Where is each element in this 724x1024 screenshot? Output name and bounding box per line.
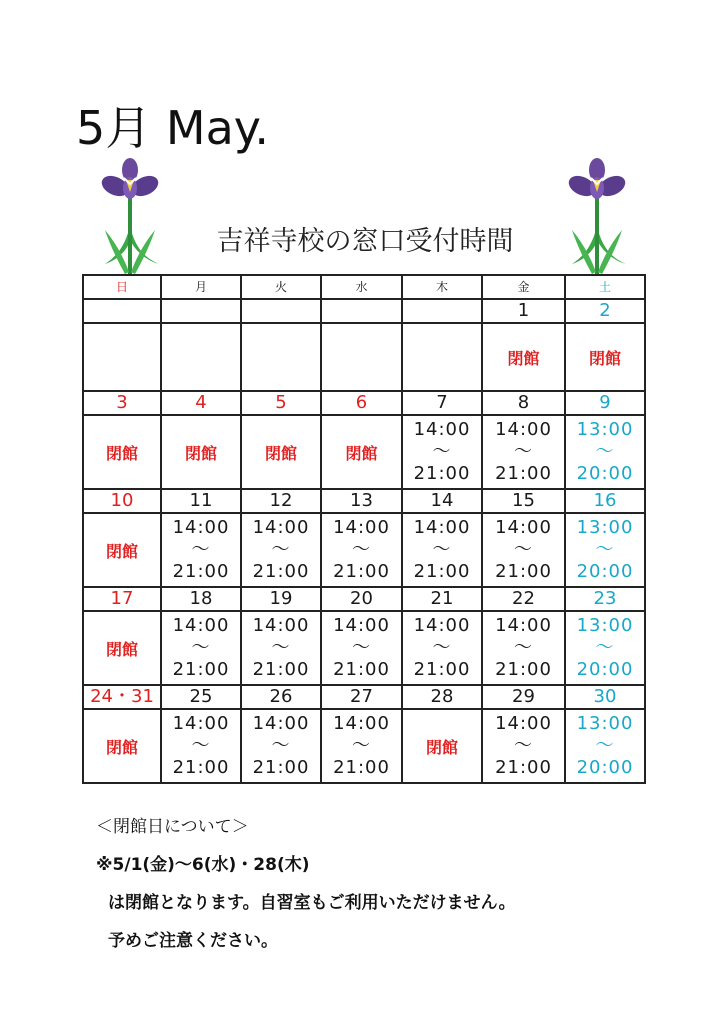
hours-row [83, 709, 645, 783]
opening-time: 14:00 [252, 713, 310, 734]
opening-time: 13:00 [576, 713, 634, 734]
opening-time: 14:00 [495, 713, 552, 734]
weekday-friday: 金 [482, 275, 565, 299]
date-cell: 20 [321, 587, 402, 611]
date-cell: 10 [83, 489, 161, 513]
page-title: 吉祥寺校の窓口受付時間 [216, 226, 514, 257]
hours-cell [241, 611, 321, 685]
hours-cell [241, 709, 321, 783]
time-separator: ～ [352, 637, 371, 658]
hours-cell [161, 709, 241, 783]
hours-cell [565, 611, 645, 685]
hours-cell [161, 513, 241, 587]
date-cell: 4 [161, 391, 241, 415]
closing-time: 21:00 [172, 659, 230, 680]
closing-time: 21:00 [252, 561, 310, 582]
closed-cell [482, 323, 565, 391]
schedule-calendar [82, 274, 646, 784]
closed-label: 閉館 [105, 639, 138, 659]
closing-time: 21:00 [495, 757, 552, 778]
hours-row [83, 611, 645, 685]
hours-cell [241, 513, 321, 587]
empty-cell [402, 323, 482, 391]
date-cell [402, 299, 482, 323]
closing-time: 21:00 [172, 561, 230, 582]
closing-time: 21:00 [333, 561, 390, 582]
closing-time: 21:00 [333, 757, 390, 778]
closing-time: 20:00 [576, 659, 634, 680]
hours-cell [321, 513, 402, 587]
date-cell: 15 [482, 489, 565, 513]
date-cell: 13 [321, 489, 402, 513]
date-cell: 17 [83, 587, 161, 611]
opening-time: 14:00 [252, 517, 310, 538]
hours-cell [482, 415, 565, 489]
date-cell: 5 [241, 391, 321, 415]
closed-cell [83, 513, 161, 587]
empty-cell [241, 323, 321, 391]
date-cell: 8 [482, 391, 565, 415]
opening-time: 13:00 [576, 517, 634, 538]
iris-flower-icon [95, 156, 165, 276]
hours-row [83, 415, 645, 489]
weekday-wednesday: 水 [321, 275, 402, 299]
date-cell: 18 [161, 587, 241, 611]
hours-cell [321, 611, 402, 685]
hours-cell [161, 611, 241, 685]
closing-time: 21:00 [252, 659, 310, 680]
date-cell: 7 [402, 391, 482, 415]
date-cell: 30 [565, 685, 645, 709]
date-cell: 2 [565, 299, 645, 323]
closed-label: 閉館 [264, 443, 297, 463]
closed-label: 閉館 [345, 443, 378, 463]
hours-row [83, 513, 645, 587]
date-cell: 19 [241, 587, 321, 611]
hours-cell [402, 611, 482, 685]
closed-label: 閉館 [425, 737, 458, 757]
date-cell: 26 [241, 685, 321, 709]
time-separator: ～ [191, 637, 211, 658]
time-separator: ～ [432, 441, 452, 462]
hours-cell [565, 709, 645, 783]
hours-row [83, 323, 645, 391]
date-cell: 23 [565, 587, 645, 611]
date-cell: 25 [161, 685, 241, 709]
hours-cell [402, 415, 482, 489]
month-heading: 5月 May. [76, 101, 270, 155]
time-separator: ～ [595, 441, 615, 462]
closing-time: 21:00 [413, 561, 471, 582]
iris-flower-icon [562, 156, 632, 276]
closed-label: 閉館 [588, 348, 621, 368]
empty-cell [83, 323, 161, 391]
hours-cell [402, 513, 482, 587]
weekday-thursday: 木 [402, 275, 482, 299]
closed-cell [321, 415, 402, 489]
opening-time: 13:00 [576, 615, 634, 636]
closing-time: 20:00 [576, 463, 634, 484]
weekday-saturday: 土 [565, 275, 645, 299]
opening-time: 14:00 [333, 713, 390, 734]
date-cell: 16 [565, 489, 645, 513]
opening-time: 14:00 [495, 517, 552, 538]
date-cell: 29 [482, 685, 565, 709]
date-cell: 21 [402, 587, 482, 611]
closed-cell [161, 415, 241, 489]
opening-time: 14:00 [413, 615, 471, 636]
closing-time: 21:00 [495, 463, 552, 484]
closing-time: 21:00 [495, 659, 552, 680]
date-cell: 28 [402, 685, 482, 709]
date-cell: 12 [241, 489, 321, 513]
date-cell: 24・31 [83, 685, 161, 709]
closed-label: 閉館 [184, 443, 217, 463]
closed-cell [83, 709, 161, 783]
hours-cell [321, 709, 402, 783]
closing-time: 21:00 [413, 463, 471, 484]
date-cell: 1 [482, 299, 565, 323]
date-row [83, 489, 645, 513]
closed-cell [565, 323, 645, 391]
notes-heading: ＜閉館日について＞ [96, 817, 249, 837]
date-cell: 27 [321, 685, 402, 709]
time-separator: ～ [514, 735, 533, 756]
opening-time: 13:00 [576, 419, 634, 440]
weekday-sunday: 日 [83, 275, 161, 299]
time-separator: ～ [514, 539, 533, 560]
date-row [83, 587, 645, 611]
time-separator: ～ [595, 735, 615, 756]
hours-cell [482, 709, 565, 783]
time-separator: ～ [514, 637, 533, 658]
date-cell [321, 299, 402, 323]
closing-time: 21:00 [495, 561, 552, 582]
date-cell: 11 [161, 489, 241, 513]
closed-cell [83, 415, 161, 489]
closed-label: 閉館 [105, 443, 138, 463]
hours-cell [565, 513, 645, 587]
closed-cell [83, 611, 161, 685]
closing-time: 21:00 [413, 659, 471, 680]
weekday-header-row [83, 275, 645, 299]
opening-time: 14:00 [252, 615, 310, 636]
date-row [83, 299, 645, 323]
date-cell [161, 299, 241, 323]
time-separator: ～ [595, 637, 615, 658]
closing-time: 21:00 [172, 757, 230, 778]
time-separator: ～ [352, 735, 371, 756]
date-row [83, 685, 645, 709]
closed-label: 閉館 [105, 541, 138, 561]
time-separator: ～ [191, 735, 211, 756]
time-separator: ～ [271, 735, 291, 756]
time-separator: ～ [595, 539, 615, 560]
empty-cell [321, 323, 402, 391]
date-row [83, 391, 645, 415]
opening-time: 14:00 [172, 713, 230, 734]
time-separator: ～ [352, 539, 371, 560]
hours-cell [482, 513, 565, 587]
weekday-monday: 月 [161, 275, 241, 299]
closing-time: 21:00 [333, 659, 390, 680]
time-separator: ～ [271, 539, 291, 560]
hours-cell [565, 415, 645, 489]
empty-cell [161, 323, 241, 391]
time-separator: ～ [432, 539, 452, 560]
opening-time: 14:00 [333, 615, 390, 636]
closed-label: 閉館 [105, 737, 138, 757]
time-separator: ～ [514, 441, 533, 462]
opening-time: 14:00 [333, 517, 390, 538]
date-cell: 6 [321, 391, 402, 415]
date-cell [83, 299, 161, 323]
date-cell: 22 [482, 587, 565, 611]
closed-label: 閉館 [507, 348, 540, 368]
closed-cell [241, 415, 321, 489]
hours-cell [482, 611, 565, 685]
time-separator: ～ [271, 637, 291, 658]
time-separator: ～ [432, 637, 452, 658]
closing-time: 21:00 [252, 757, 310, 778]
time-separator: ～ [191, 539, 211, 560]
date-cell: 3 [83, 391, 161, 415]
opening-time: 14:00 [495, 419, 552, 440]
opening-time: 14:00 [413, 419, 471, 440]
opening-time: 14:00 [172, 615, 230, 636]
date-cell: 9 [565, 391, 645, 415]
weekday-tuesday: 火 [241, 275, 321, 299]
opening-time: 14:00 [172, 517, 230, 538]
notes-closed-dates: ※5/1(金)～6(水)・28(木) [96, 855, 310, 875]
closing-time: 20:00 [576, 757, 634, 778]
date-cell [241, 299, 321, 323]
notes-caution: 予めご注意ください。 [108, 931, 278, 951]
closing-time: 20:00 [576, 561, 634, 582]
opening-time: 14:00 [495, 615, 552, 636]
opening-time: 14:00 [413, 517, 471, 538]
date-cell: 14 [402, 489, 482, 513]
closed-cell [402, 709, 482, 783]
notes-closed-info: は閉館となります。自習室もご利用いただけません。 [108, 893, 516, 913]
